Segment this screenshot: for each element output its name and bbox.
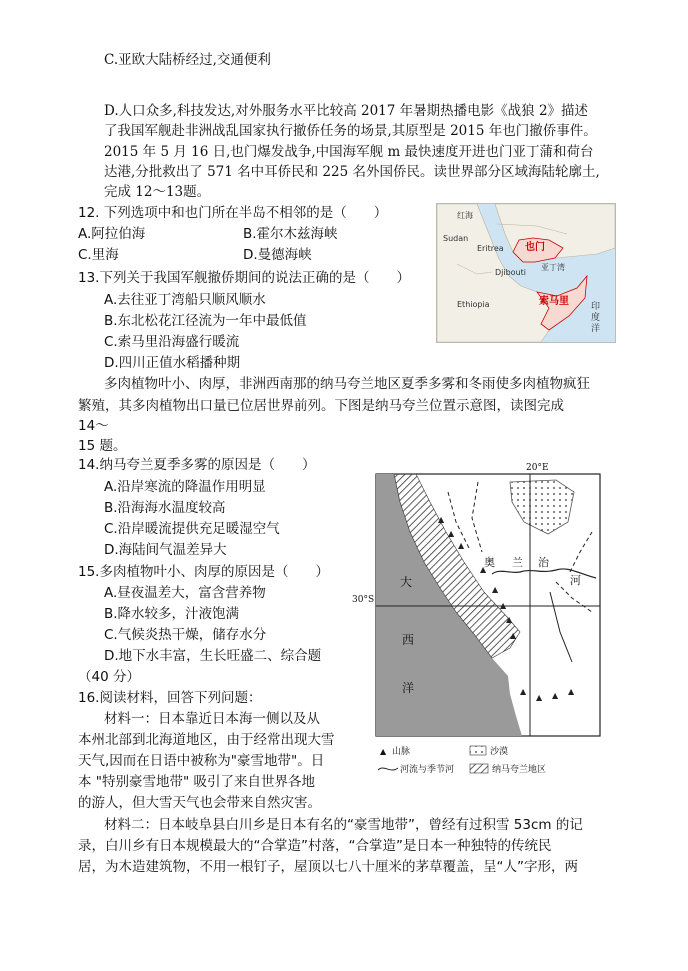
option-d: D.四川正值水稻播种期 xyxy=(104,355,241,371)
hatch-icon xyxy=(470,764,488,773)
material-line: 本州北部到北海道地区，由于经常出现大雪 xyxy=(78,732,335,748)
intro-line: 2015 年 5 月 16 日,也门爆发战争,中国海军舰 m 最快速度开进也门亚丁蒲和荷台 xyxy=(104,144,594,160)
svg-text:▲: ▲ xyxy=(520,687,527,696)
mountain-icon: ▲ xyxy=(380,747,387,756)
svg-text:▲: ▲ xyxy=(568,687,575,696)
option-b: B.霍尔木兹海峡 xyxy=(243,226,338,242)
material-line: 的游人，但大雪天气也会带来自然灾害。 xyxy=(78,795,321,811)
score-note: （40 分） xyxy=(78,669,140,685)
legend-namaqua: 纳马夸兰地区 xyxy=(492,765,547,775)
river-icon xyxy=(378,768,398,770)
svg-text:▲: ▲ xyxy=(510,631,517,640)
map-legend xyxy=(378,745,546,775)
option-d: D.曼德海峡 xyxy=(243,247,312,263)
option-c: C.沿岸暖流提供充足暖湿空气 xyxy=(104,521,280,537)
intro-line: 14～ xyxy=(78,418,109,434)
option-d-previous: D.人口众多,科技发达,对外服务水平比较高 2017 年暑期热播电影《战狼 2》描述 xyxy=(104,103,589,119)
svg-text:▲: ▲ xyxy=(492,585,499,594)
intro-line: 多肉植物叶小、肉厚，非洲西南那的纳马夸兰地区夏季多雾和冬雨使多肉植物疯狂 xyxy=(104,376,590,392)
option-c: C.气候炎热干燥，储存水分 xyxy=(104,627,267,643)
intro-line: 繁殖，其多肉植物出口量已位居世界前列。下图是纳马夸兰位置示意图，读图完成 xyxy=(78,398,564,414)
map-label-indian-ocean: 印度洋 xyxy=(591,302,601,334)
svg-text:▲: ▲ xyxy=(506,615,513,624)
map-label-red-sea: 红海 xyxy=(457,211,473,220)
map-label-sudan: Sudan xyxy=(443,234,469,243)
ocean-label-1: 大 xyxy=(400,575,413,589)
question-13: 13.下列关于我国军舰撤侨期间的说法正确的是（ ） xyxy=(78,270,410,286)
option-b: B.沿海海水温度较高 xyxy=(104,500,226,516)
intro-line: 了我国军舰赴非洲战乱国家执行撤侨任务的场景,其原型是 2015 年也门撤侨事件。 xyxy=(104,123,597,139)
desert-icon xyxy=(470,746,486,755)
river-label-1: 奥 xyxy=(484,556,495,569)
option-b: B.东北松花江径流为一年中最低值 xyxy=(104,313,307,329)
legend-mountain: 山脉 xyxy=(392,747,411,757)
material-line: 录，白川乡有日本规模最大的“合掌造”村落，“合掌造”是日本一种独特的传统民 xyxy=(78,838,552,854)
intro-line: 15 题。 xyxy=(78,438,127,454)
ocean-label-3: 洋 xyxy=(402,681,415,695)
intro-line: 达港,分批救出了 571 名中耳侨民和 225 名外国侨民。读世界部分区域海陆轮廓土, xyxy=(104,164,600,180)
map-label-aden: 亚丁湾 xyxy=(541,263,565,272)
material-line: 材料一：日本靠近日本海一侧以及从 xyxy=(104,711,320,727)
svg-text:▲: ▲ xyxy=(536,693,543,702)
map-label-djibouti: Djibouti xyxy=(495,268,527,277)
material-line: 居，为木造建筑物，不用一根钉子，屋顶以七八十厘米的茅草覆盖，呈“人”字形，两 xyxy=(78,859,578,875)
river-label-2: 兰 xyxy=(512,556,523,569)
option-b: B.降水较多，汁液饱满 xyxy=(104,606,240,622)
option-a: A.昼夜温差大，富含营养物 xyxy=(104,585,266,601)
map-label-somalia: 索马里 xyxy=(539,296,569,307)
question-15: 15.多肉植物叶小、肉厚的原因是（ ） xyxy=(78,564,329,580)
question-16: 16.阅读材料，回答下列问题： xyxy=(78,690,262,706)
option-a: A.沿岸寒流的降温作用明显 xyxy=(104,479,266,495)
option-d: D.地下水丰富，生长旺盛二、综合题 xyxy=(104,648,322,664)
material-line: 本 "特别豪雪地带" 吸引了来自世界各地 xyxy=(78,774,316,790)
longitude-label: 20°E xyxy=(526,463,549,473)
river-label-3: 治 xyxy=(538,556,549,569)
option-a: A.去往亚丁湾船只顺风顺水 xyxy=(104,292,266,308)
map-label-ethiopia: Ethiopia xyxy=(457,300,490,309)
intro-line: 完成 12～13题。 xyxy=(104,184,211,200)
svg-text:▲: ▲ xyxy=(552,691,559,700)
yemen-region-map xyxy=(436,203,616,343)
namaqualand-map xyxy=(352,462,624,784)
option-c: C.索马里沿海盛行暖流 xyxy=(104,334,240,350)
svg-text:▲: ▲ xyxy=(438,515,445,524)
svg-text:▲: ▲ xyxy=(500,601,507,610)
map-label-eritrea: Eritrea xyxy=(477,244,504,253)
legend-desert: 沙漠 xyxy=(490,747,509,757)
question-12: 12. 下列选项中和也门所在半岛不相邻的是（ ） xyxy=(78,205,388,221)
option-a: A.阿拉伯海 xyxy=(78,226,146,242)
svg-text:▲: ▲ xyxy=(448,529,455,538)
latitude-label: 30°S xyxy=(352,595,375,605)
ocean-label-2: 西 xyxy=(402,633,415,647)
river-label-4: 河 xyxy=(570,574,581,587)
option-c-previous: C.亚欧大陆桥经过,交通便利 xyxy=(104,52,271,68)
option-c: C.里海 xyxy=(78,247,119,263)
question-14: 14.纳马夸兰夏季多雾的原因是（ ） xyxy=(78,457,316,473)
map-label-yemen: 也门 xyxy=(525,242,545,253)
svg-text:▲: ▲ xyxy=(480,565,487,574)
option-d: D.海陆间气温差异大 xyxy=(104,542,227,558)
legend-river: 河流与季节河 xyxy=(400,765,455,775)
svg-text:▲: ▲ xyxy=(458,541,465,550)
material-line: 天气,因而在日语中被称为"豪雪地带"。日 xyxy=(78,753,325,769)
material-line: 材料二：日本岐阜县白川乡是日本有名的“豪雪地带”，曾经有过积雪 53cm 的记 xyxy=(104,817,583,833)
